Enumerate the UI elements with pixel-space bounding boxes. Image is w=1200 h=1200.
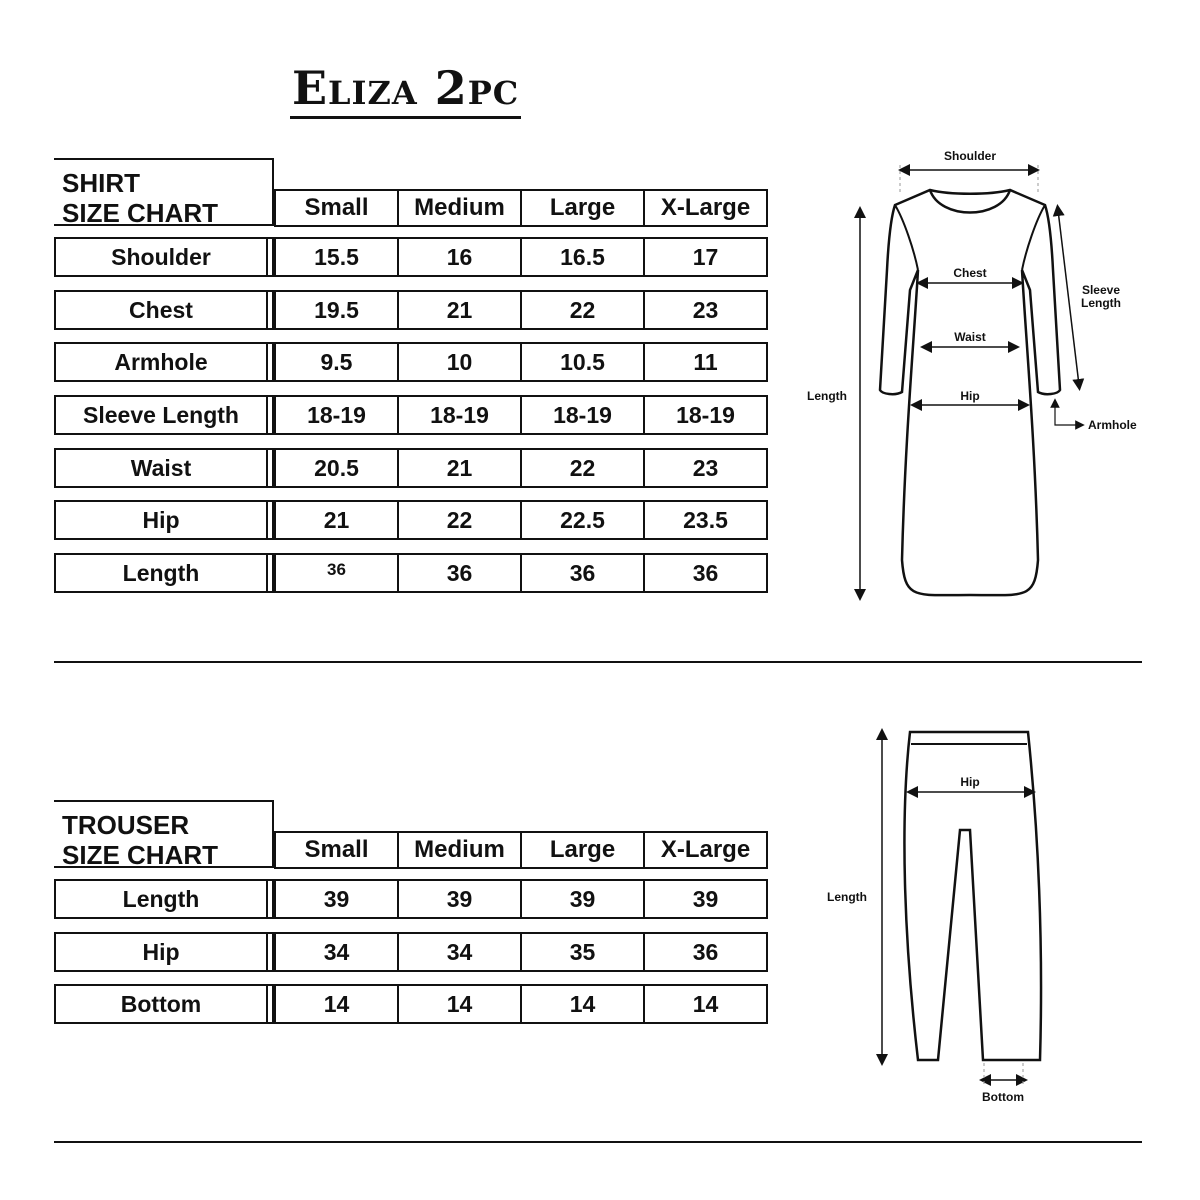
trouser-length-label: Length	[827, 890, 867, 904]
sleeve-length-arrow	[1058, 210, 1079, 385]
value-large: 22	[520, 450, 643, 486]
value-large: 14	[520, 986, 643, 1022]
shoulder-label: Shoulder	[943, 149, 997, 163]
value-large: 22	[520, 292, 643, 328]
value-small: 18-19	[307, 401, 366, 428]
row-label: Bottom	[54, 984, 268, 1024]
row-label: Sleeve Length	[54, 395, 268, 435]
value-small: 39	[323, 885, 350, 912]
shirt-size-chart	[54, 158, 770, 598]
value-large: 39	[520, 881, 643, 917]
sleeve-seam-right	[1022, 205, 1045, 270]
sleeve-seam-left	[895, 205, 918, 270]
trouser-bottom-label: Bottom	[982, 1090, 1024, 1104]
table-row	[54, 984, 768, 1024]
value-small: 19.5	[314, 296, 359, 323]
value-large: 22.5	[520, 502, 643, 538]
row-values	[274, 395, 768, 435]
value-large: 35	[520, 934, 643, 970]
value-large: 36	[520, 555, 643, 591]
value-medium: 36	[397, 555, 520, 591]
hip-label: Hip	[960, 389, 980, 403]
row-values	[274, 984, 768, 1024]
page-title: Eliza 2pc	[290, 62, 521, 119]
value-medium: 21	[397, 450, 520, 486]
value-x-large: 23	[643, 292, 766, 328]
value-medium: 10	[397, 344, 520, 380]
trouser-heading-line2: SIZE CHART	[62, 840, 218, 870]
value-small: 34	[323, 938, 350, 965]
shirt-heading-line2: SIZE CHART	[62, 198, 218, 228]
row-values	[274, 879, 768, 919]
table-row	[54, 448, 768, 488]
armhole-arrow	[1055, 403, 1080, 425]
table-row	[54, 932, 768, 972]
row-values	[274, 553, 768, 593]
length-label: Length	[807, 389, 847, 403]
value-medium: 22	[397, 502, 520, 538]
column-header-x-large: X-Large	[643, 833, 766, 867]
column-header-large: Large	[520, 833, 643, 867]
table-row	[54, 237, 768, 277]
row-label: Hip	[54, 932, 268, 972]
column-header-x-large: X-Large	[643, 191, 766, 225]
value-medium: 39	[397, 881, 520, 917]
shirt-chart-header	[54, 158, 274, 226]
armhole-label: Armhole	[1088, 418, 1137, 432]
column-header-small: Small	[304, 836, 369, 863]
value-x-large: 14	[643, 986, 766, 1022]
trouser-chart-heading	[62, 810, 218, 870]
trouser-heading-line1: TROUSER	[62, 810, 190, 840]
column-header-medium: Medium	[397, 191, 520, 225]
value-small: 20.5	[314, 454, 359, 481]
value-large: 10.5	[520, 344, 643, 380]
trouser-hip-label: Hip	[960, 775, 980, 789]
column-header-medium: Medium	[397, 833, 520, 867]
row-values	[274, 500, 768, 540]
waist-label: Waist	[954, 330, 986, 344]
shirt-chart-heading	[62, 168, 218, 228]
table-row	[54, 553, 768, 593]
row-label: Waist	[54, 448, 268, 488]
trouser-size-chart	[54, 800, 770, 1030]
chest-label: Chest	[953, 266, 987, 280]
table-row	[54, 500, 768, 540]
shirt-diagram	[790, 140, 1160, 610]
value-medium: 21	[397, 292, 520, 328]
value-small: 14	[323, 990, 350, 1017]
value-large: 16.5	[520, 239, 643, 275]
value-small: 15.5	[314, 243, 359, 270]
value-medium: 18-19	[397, 397, 520, 433]
value-x-large: 23.5	[643, 502, 766, 538]
value-medium: 34	[397, 934, 520, 970]
shirt-heading-line1: SHIRT	[62, 168, 140, 198]
trouser-diagram	[800, 720, 1100, 1120]
row-label: Length	[54, 553, 268, 593]
trouser-chart-header	[54, 800, 274, 868]
table-row	[54, 879, 768, 919]
value-large: 18-19	[520, 397, 643, 433]
value-x-large: 18-19	[643, 397, 766, 433]
value-x-large: 23	[643, 450, 766, 486]
row-values	[274, 932, 768, 972]
row-label: Chest	[54, 290, 268, 330]
table-row	[54, 342, 768, 382]
row-label: Hip	[54, 500, 268, 540]
sleeve-length-label-2: Length	[1081, 296, 1121, 310]
value-small: 9.5	[320, 348, 353, 375]
value-x-large: 36	[643, 934, 766, 970]
value-small: 21	[323, 506, 350, 533]
shirt-column-headers	[274, 189, 768, 227]
value-medium: 14	[397, 986, 520, 1022]
value-x-large: 17	[643, 239, 766, 275]
bottom-divider	[54, 1141, 1142, 1143]
sleeve-length-label-1: Sleeve	[1081, 283, 1121, 297]
value-x-large: 39	[643, 881, 766, 917]
row-label: Shoulder	[54, 237, 268, 277]
value-x-large: 36	[643, 555, 766, 591]
value-medium: 16	[397, 239, 520, 275]
section-divider	[54, 661, 1142, 663]
row-label: Armhole	[54, 342, 268, 382]
table-row	[54, 290, 768, 330]
row-values	[274, 237, 768, 277]
value-small: 36	[327, 560, 346, 579]
column-header-small: Small	[304, 194, 369, 221]
trouser-column-headers	[274, 831, 768, 869]
row-values	[274, 342, 768, 382]
row-values	[274, 290, 768, 330]
row-label: Length	[54, 879, 268, 919]
column-header-large: Large	[520, 191, 643, 225]
row-values	[274, 448, 768, 488]
value-x-large: 11	[643, 344, 766, 380]
table-row	[54, 395, 768, 435]
